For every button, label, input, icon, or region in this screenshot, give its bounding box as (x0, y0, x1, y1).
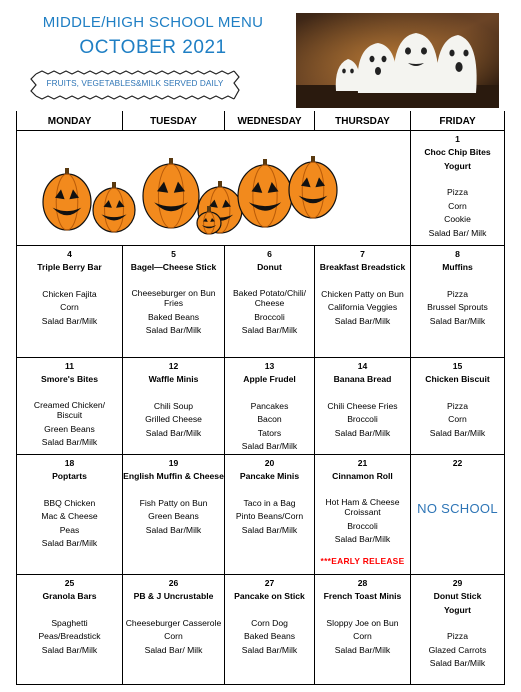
lunch-item: Corn (448, 200, 467, 211)
day-number: 11 (64, 360, 75, 371)
breakfast-item: Donut Stick Yogurt (433, 591, 482, 615)
lunch-item: Cheeseburger on Bun Fries (131, 287, 216, 308)
day-cell (411, 130, 505, 245)
jack-o-lantern-pumpkins-icon (37, 140, 347, 235)
lunch-item: Broccoli (347, 520, 378, 531)
day-cell (17, 245, 123, 357)
day-number: 15 (452, 360, 463, 371)
lunch-item: Glazed Carrots (428, 644, 487, 655)
day-cell (315, 357, 411, 454)
day-number: 27 (264, 577, 275, 588)
lunch-item: Green Beans (44, 423, 95, 434)
breakfast-item: Chicken Biscuit (425, 374, 490, 384)
lunch-item: Salad Bar/Milk (334, 644, 391, 655)
lunch-item: Chicken Patty on Bun (321, 288, 404, 299)
day-cell (17, 454, 123, 574)
day-number: 7 (360, 248, 365, 259)
day-cell (123, 574, 225, 684)
lunch-item: Salad Bar/Milk (241, 524, 298, 535)
day-cell (225, 357, 315, 454)
lunch-item: Peas/Breadstick (38, 631, 101, 641)
lunch-item: Chili Cheese Fries (327, 400, 398, 411)
day-cell (225, 454, 315, 574)
breakfast-item: PB & J Uncrustable (133, 591, 214, 601)
day-cell (225, 574, 315, 684)
lunch-item: Peas (59, 524, 80, 535)
lunch-item: Salad Bar/Milk (429, 427, 486, 438)
lunch-item: Salad Bar/Milk (334, 427, 391, 438)
breakfast-item: Poptarts (52, 471, 87, 481)
day-number: 5 (171, 248, 176, 259)
week-row (17, 245, 505, 357)
weekday-header-row (17, 111, 505, 130)
day-number: 6 (267, 248, 272, 259)
day-cell (315, 245, 411, 357)
lunch-item: Baked Beans (147, 311, 200, 322)
early-release-note: ***EARLY RELEASE (320, 555, 405, 566)
lunch-item: Corn Dog (251, 617, 288, 628)
daily-banner (30, 70, 240, 100)
lunch-item: Chili Soup (153, 400, 194, 411)
day-cell (411, 245, 505, 357)
week-row (17, 574, 505, 684)
lunch-item: Salad Bar/Milk (241, 325, 298, 335)
breakfast-item: Apple Frudel (243, 374, 296, 384)
pumpkin-icon (143, 158, 199, 228)
lunch-item: Pinto Beans/Corn (235, 511, 304, 521)
no-school-label: NO SCHOOL (417, 501, 498, 516)
breakfast-item: Pancake on Stick (234, 591, 305, 601)
day-cell (411, 357, 505, 454)
breakfast-item: Breakfast Breadstick (319, 262, 406, 272)
lunch-item: Salad Bar/Milk (41, 437, 98, 447)
lunch-item: Salad Bar/Milk (334, 534, 391, 544)
lunch-item: Tators (257, 427, 282, 438)
day-number: 14 (357, 360, 368, 371)
lunch-item: Baked Beans (243, 631, 296, 641)
day-number: 26 (168, 577, 179, 588)
breakfast-item: Triple Berry Bar (37, 262, 102, 272)
lunch-item: Creamed Chicken/ Biscuit (33, 399, 106, 420)
lunch-item: Corn (353, 631, 372, 641)
menu-header (0, 0, 521, 112)
breakfast-item: Bagel—Cheese Stick (130, 262, 217, 272)
lunch-item: Corn (164, 631, 183, 641)
breakfast-item: English Muffin & Cheese (123, 471, 224, 481)
lunch-item: Pizza (446, 631, 468, 641)
day-number: 25 (64, 577, 75, 588)
weekday-thursday: THURSDAY (315, 111, 411, 130)
lunch-item: Pizza (446, 400, 468, 411)
lunch-item: Spaghetti (51, 617, 88, 628)
day-number: 28 (357, 577, 368, 588)
pumpkin-icon (238, 159, 292, 227)
ghost-figurines-image (296, 13, 499, 108)
day-number: 29 (452, 577, 463, 588)
lunch-item: Corn (448, 414, 467, 424)
menu-title: MIDDLE/HIGH SCHOOL MENU (42, 14, 264, 31)
lunch-item: Salad Bar/Milk (429, 315, 486, 326)
day-number: 22 (452, 457, 463, 468)
lunch-item: Cookie (444, 214, 471, 224)
lunch-item: Pizza (446, 288, 468, 299)
breakfast-item: Choc Chip Bites Yogurt (424, 147, 491, 171)
breakfast-item: Muffins (442, 262, 473, 272)
lunch-item: Salad Bar/Milk (41, 315, 98, 326)
weekday-monday: MONDAY (17, 111, 123, 130)
lunch-item: Hot Ham & Cheese Croissant (325, 496, 400, 517)
day-cell (225, 245, 315, 357)
lunch-item: Mac & Cheese (41, 511, 98, 521)
lunch-item: Pancakes (250, 400, 289, 411)
day-number: 18 (64, 457, 75, 468)
lunch-item: Broccoli (254, 311, 285, 322)
lunch-item: Broccoli (347, 414, 378, 424)
lunch-item: BBQ Chicken (43, 497, 96, 508)
breakfast-item: Cinnamon Roll (332, 471, 393, 481)
weekday-friday: FRIDAY (411, 111, 505, 130)
pumpkin-icon (93, 182, 135, 232)
weekday-wednesday: WEDNESDAY (225, 111, 315, 130)
lunch-item: Salad Bar/Milk (145, 325, 202, 335)
lunch-item: California Veggies (327, 302, 398, 312)
breakfast-item: Pancake Minis (239, 471, 300, 481)
breakfast-item: Donut (257, 262, 282, 272)
day-number: 19 (168, 457, 179, 468)
day-number: 1 (455, 133, 460, 144)
lunch-item: Salad Bar/Milk (429, 658, 486, 668)
day-cell (123, 245, 225, 357)
day-number: 4 (67, 248, 72, 259)
day-cell (123, 357, 225, 454)
lunch-item: Salad Bar/Milk (334, 315, 391, 326)
lunch-item: Cheeseburger Casserole (125, 617, 222, 628)
day-number: 21 (357, 457, 368, 468)
breakfast-item: Smore's Bites (41, 374, 98, 384)
lunch-item: Baked Potato/Chili/ Cheese (232, 287, 307, 308)
lunch-item: Bacon (257, 414, 282, 424)
daily-banner-text: FRUITS, VEGETABLES&MILK SERVED DAILY (46, 79, 224, 88)
week-row (17, 454, 505, 574)
weekday-tuesday: TUESDAY (123, 111, 225, 130)
day-cell (315, 574, 411, 684)
lunch-item: Salad Bar/Milk (241, 441, 298, 451)
day-number: 13 (264, 360, 275, 371)
breakfast-item: French Toast Minis (323, 591, 402, 601)
lunch-item: Green Beans (148, 511, 199, 521)
menu-month: OCTOBER 2021 (79, 37, 227, 58)
lunch-item: Salad Bar/Milk (145, 427, 202, 438)
day-cell (17, 357, 123, 454)
lunch-item: Pizza (446, 187, 468, 197)
day-number: 20 (264, 457, 275, 468)
day-number: 12 (168, 360, 179, 371)
lunch-item: Salad Bar/Milk (145, 524, 202, 535)
day-cell (315, 454, 411, 574)
lunch-item: Fish Patty on Bun (139, 497, 208, 508)
lunch-item: Salad Bar/Milk (41, 644, 98, 655)
lunch-item: Taco in a Bag (243, 497, 296, 508)
day-cell (411, 454, 505, 574)
pumpkin-icon (289, 156, 337, 218)
pumpkin-icon (43, 168, 91, 230)
breakfast-item: Waffle Minis (148, 374, 199, 384)
lunch-item: Salad Bar/ Milk (144, 644, 203, 655)
lunch-item: Chicken Fajita (42, 288, 97, 299)
breakfast-item: Banana Bread (333, 374, 392, 384)
lunch-item: Corn (60, 302, 79, 312)
day-cell (123, 454, 225, 574)
lunch-item: Grilled Cheese (145, 414, 202, 424)
day-number: 8 (455, 248, 460, 259)
week-row (17, 357, 505, 454)
lunch-item: Sloppy Joe on Bun (326, 617, 399, 628)
lunch-item: Salad Bar/Milk (241, 644, 298, 655)
day-cell (17, 574, 123, 684)
breakfast-item: Granola Bars (42, 591, 97, 601)
lunch-item: Brussel Sprouts (427, 302, 488, 312)
lunch-item: Salad Bar/Milk (41, 538, 98, 548)
lunch-item: Salad Bar/ Milk (428, 227, 487, 238)
day-cell (411, 574, 505, 684)
